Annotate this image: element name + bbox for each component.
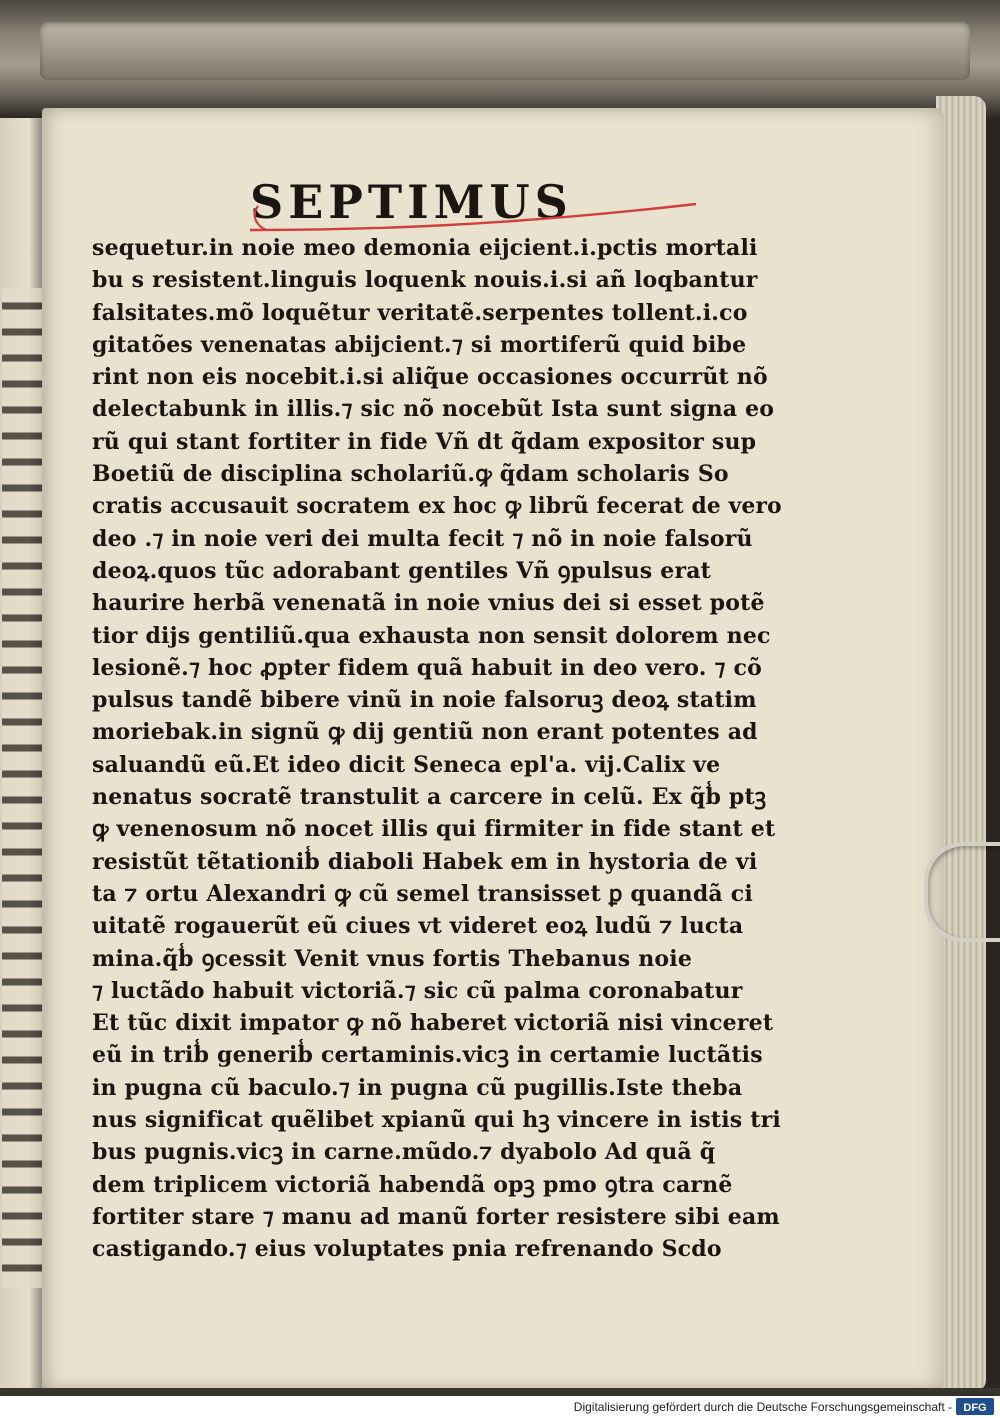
text-line: eũ in trib̾ generib̾ certaminis.vicꝫ in certamie luctãtis xyxy=(92,1042,763,1069)
text-line: cratis accusauit socratem ex hoc ꝙ librũ fecerat de vero xyxy=(92,493,782,520)
facing-page-text-fragment xyxy=(2,288,42,1288)
text-line: in pugna cũ baculo.⁊ in pugna cũ pugillis.Iste theba xyxy=(92,1074,743,1101)
text-line: deo .⁊ in noie veri dei multa fecit ⁊ nõ in noie falsorũ xyxy=(92,525,753,552)
facing-page-edge xyxy=(0,118,48,1388)
text-line: delectabunk in illis.⁊ sic nõ nocebũt Ista sunt signa eo xyxy=(92,396,775,423)
digitization-footer xyxy=(0,1396,1000,1418)
text-line: haurire herbã venenatã in noie vnius dei si esset potẽ xyxy=(92,590,765,617)
text-line: nenatus socratẽ transtulit a carcere in celũ. Ex q̃b̾ ptꝫ xyxy=(92,784,767,811)
text-line: lesionẽ.⁊ hoc ꝓpter fidem quã habuit in deo vero. ⁊ cõ xyxy=(92,654,762,681)
text-line: rint non eis nocebit.i.si aliq̃ue occasiones occurrũt nõ xyxy=(92,364,768,391)
binding-band xyxy=(40,22,970,80)
text-line: castigando.⁊ eius voluptates pnia refrenando Scdo xyxy=(92,1236,722,1263)
text-line: bu s resistent.linguis loquenk nouis.i.si añ loqbantur xyxy=(92,267,758,294)
text-line: gitatões venenatas abijcient.⁊ si mortiferũ quid bibe xyxy=(92,331,747,358)
text-line: nus significat quẽlibet xpianũ qui hꝫ vincere in istis tri xyxy=(92,1107,781,1134)
text-line: tior dijs gentiliũ.qua exhausta non sensit dolorem nec xyxy=(92,622,771,649)
text-line: pulsus tandẽ bibere vinũ in noie falsoruꝫ deoꝝ statim xyxy=(92,687,757,714)
dfg-logo xyxy=(956,1398,994,1415)
text-line: rũ qui stant fortiter in fide Vñ dt q̃dam expositor sup xyxy=(92,428,757,455)
text-line: Boetiũ de disciplina scholariũ.ꝙ q̃dam scholaris So xyxy=(92,461,729,488)
text-line: moriebak.in signũ ꝙ dij gentiũ non erant potentes ad xyxy=(92,719,758,746)
text-line: ⁊ luctãdo habuit victoriã.⁊ sic cũ palma coronabatur xyxy=(92,977,743,1004)
text-line: falsitates.mõ loquẽtur veritatẽ.serpentes tollent.i.co xyxy=(92,299,748,326)
text-line: saluandũ eũ.Et ideo dicit Seneca epl'a. vij.Calix ve xyxy=(92,751,721,778)
rubric-hook xyxy=(255,206,266,230)
book-top-edge xyxy=(0,0,1000,118)
rubric-line xyxy=(250,204,696,230)
text-line: ꝙ venenosum nõ nocet illis qui firmiter in fide stant et xyxy=(92,816,776,843)
text-line: dem triplicem victoriã habendã opꝫ pmo ꝯtra carnẽ xyxy=(92,1171,733,1198)
dfg-logo-text: DFG xyxy=(963,1402,987,1414)
text-line: Et tũc dixit impator ꝙ nõ haberet victoriã nisi vinceret xyxy=(92,1010,774,1037)
text-line: sequetur.in noie meo demonia eijcient.i.pctis mortali xyxy=(92,235,758,261)
funding-credit: Digitalisierung gefördert durch die Deutsche Forschungsgemeinschaft - xyxy=(573,1400,952,1414)
text-line: fortiter stare ⁊ manu ad manũ forter resistere sibi eam xyxy=(92,1203,780,1230)
text-line: deoꝝ.quos tũc adorabant gentiles Vñ ꝯpulsus erat xyxy=(92,557,712,584)
text-line: bus pugnis.vicꝫ in carne.mũdo.⁊ dyabolo Ad quã q̃ xyxy=(92,1139,716,1166)
text-line: ta ⁊ ortu Alexandri ꝙ cũ semel transisset ꝑ quandã ci xyxy=(92,880,753,907)
text-line: mina.q̃b̾ ꝯcessit Venit vnus fortis Thebanus noie xyxy=(92,945,693,972)
page-heading: SEPTIMUS xyxy=(250,175,573,229)
blackletter-text-block xyxy=(92,232,782,1266)
text-line: resistũt tẽtationib̾ diaboli Habek em in hystoria de vi xyxy=(92,848,758,875)
text-line: uitatẽ rogauerũt eũ ciues vt videret eoꝝ ludũ ⁊ lucta xyxy=(92,913,744,940)
book-clasp xyxy=(924,842,1000,942)
